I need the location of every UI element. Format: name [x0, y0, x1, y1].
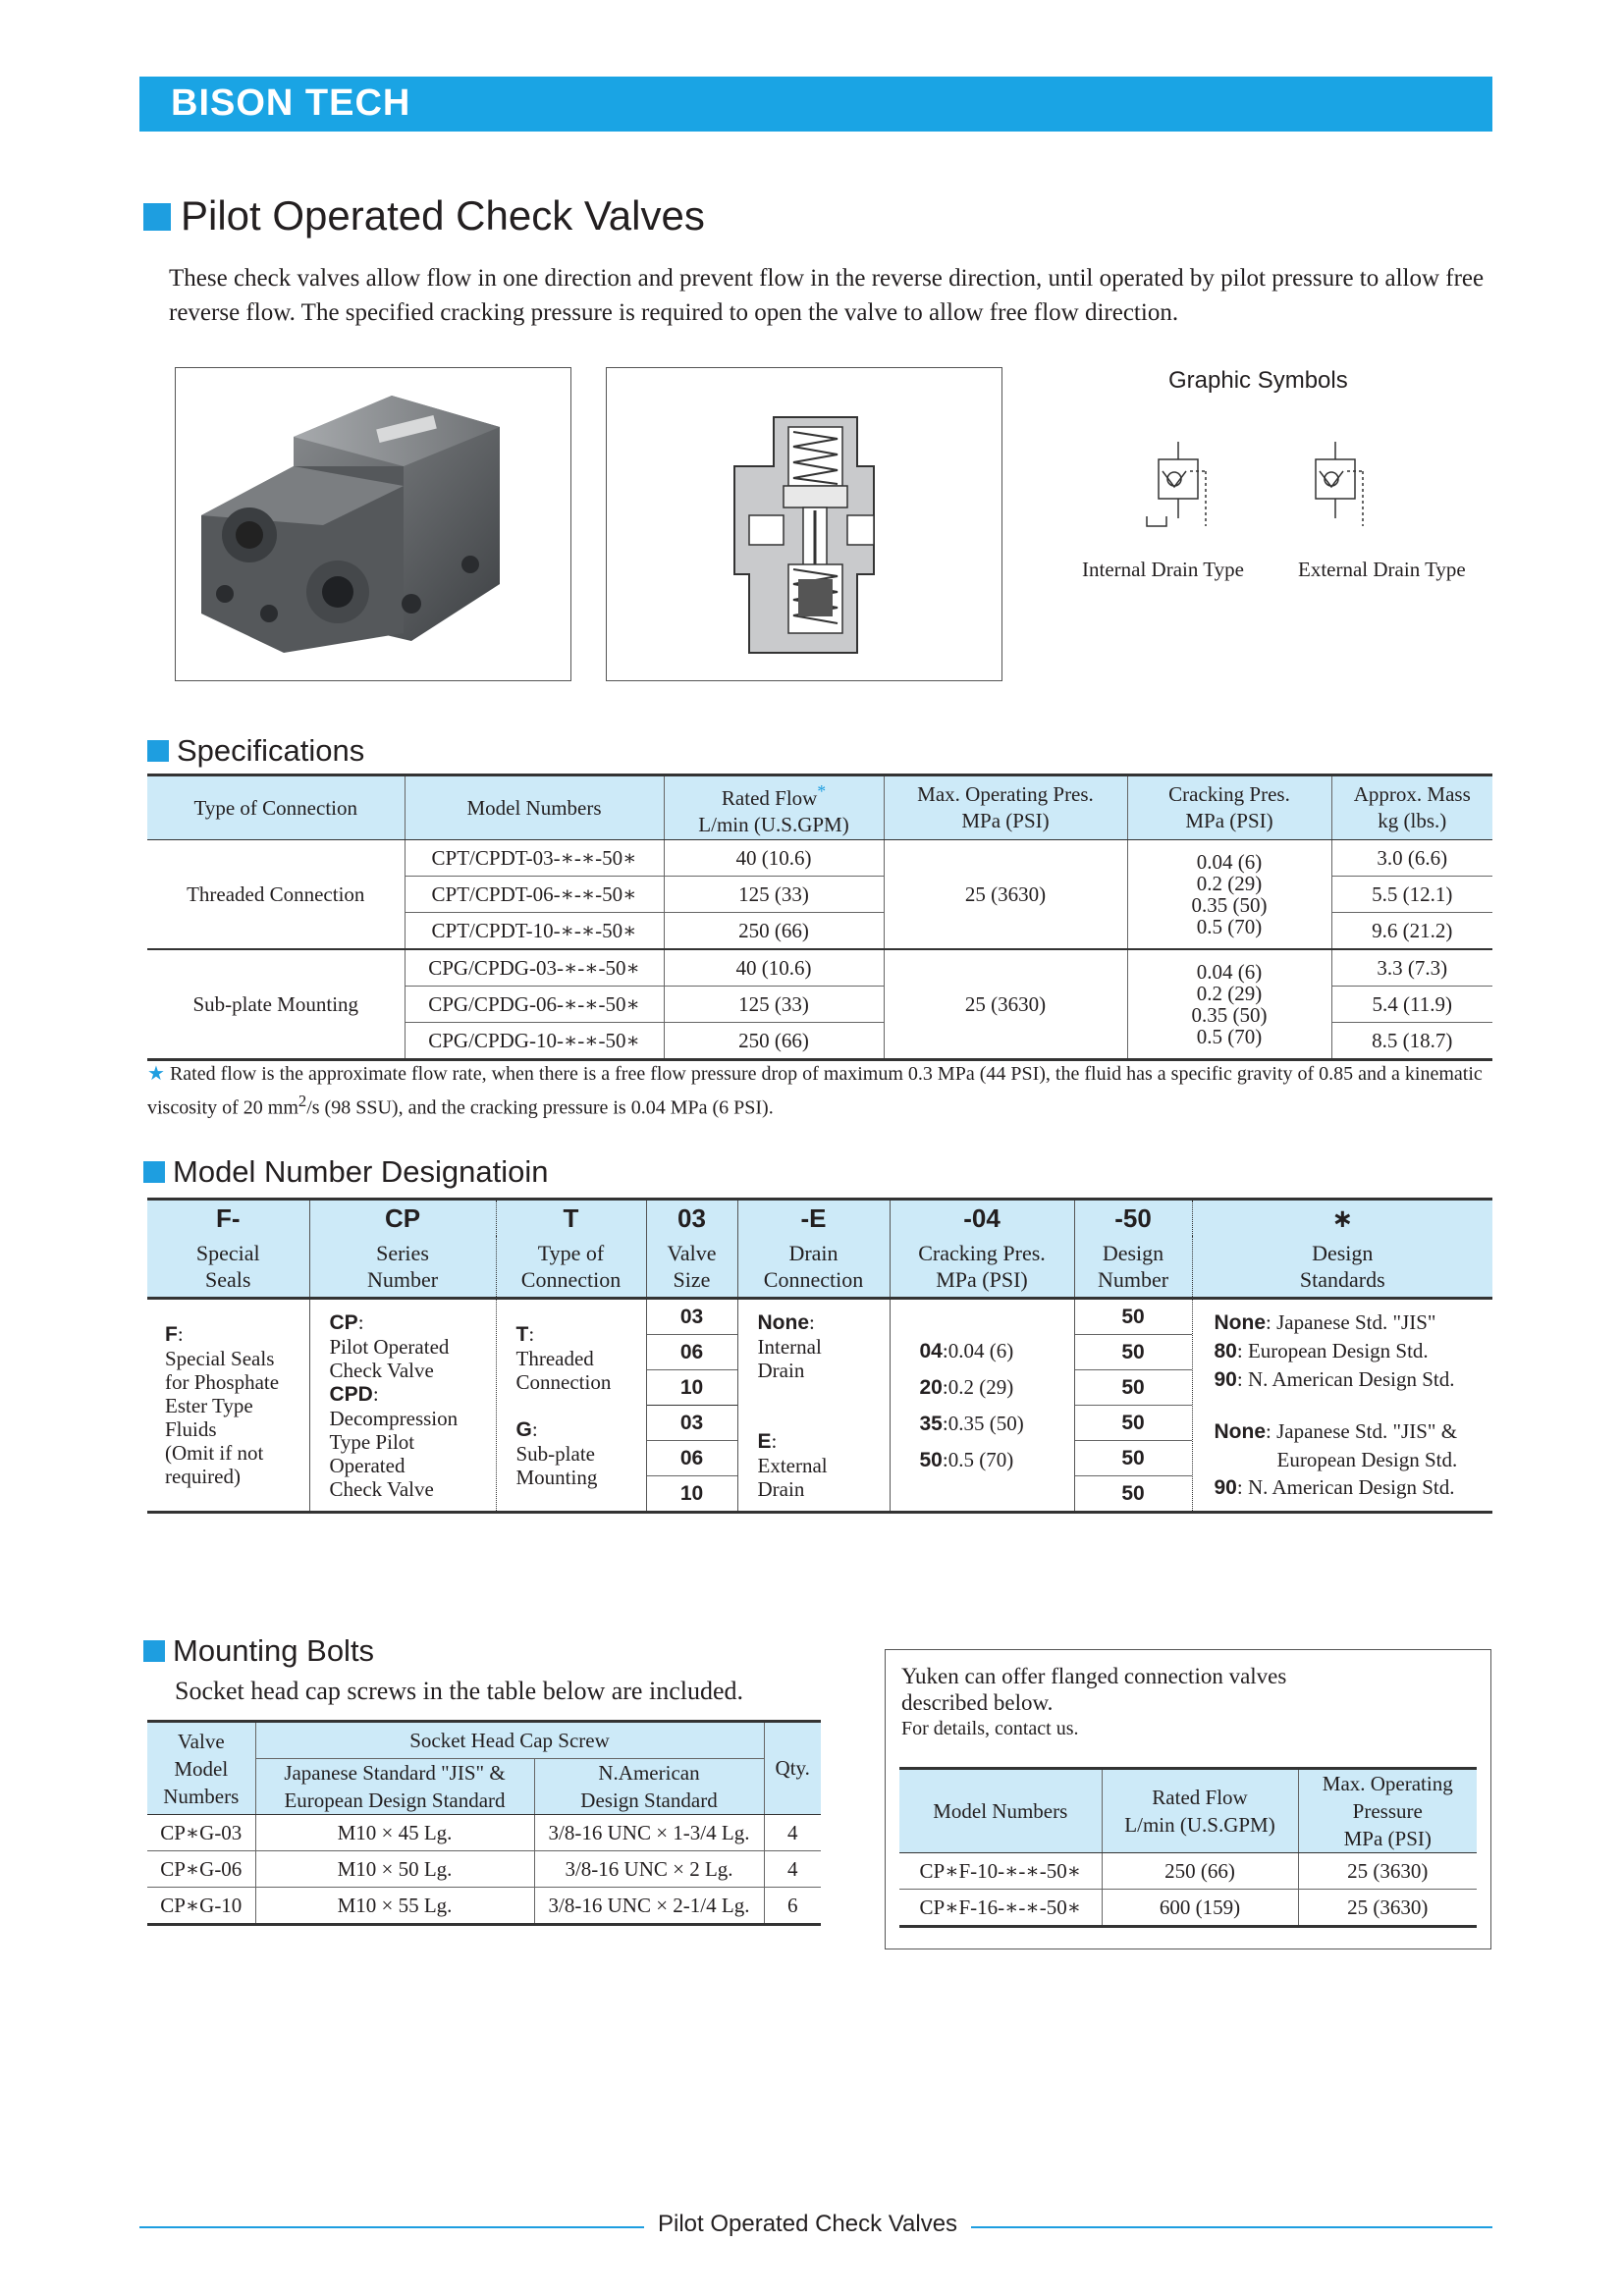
- na-cell: 3/8-16 UNC × 2 Lg.: [534, 1851, 764, 1888]
- page-title: Pilot Operated Check Valves: [143, 192, 705, 240]
- mass-cell: 3.0 (6.6): [1331, 840, 1492, 877]
- model-cell: CP∗G-10: [147, 1888, 255, 1925]
- qty-cell: 4: [764, 1815, 821, 1851]
- standards-options: None: Japanese Std. "JIS" 80: European Design Std. 90: N. American Design Std. None: Japanese Std. "JIS" & European Design Std. 90: N. American Design Std.: [1192, 1299, 1492, 1513]
- mass-cell: 9.6 (21.2): [1331, 913, 1492, 950]
- max-pres-cell: 25 (3630): [884, 840, 1127, 950]
- hdr-flow: Rated Flow L/min (U.S.GPM): [1102, 1769, 1298, 1853]
- footer-title: Pilot Operated Check Valves: [644, 2211, 971, 2238]
- name-cell: Valve Size: [646, 1236, 737, 1299]
- designation-name-row: [147, 1236, 1492, 1299]
- flow-cell: 40 (10.6): [664, 840, 884, 877]
- spec-header-row: [147, 775, 1492, 840]
- mass-cell: 3.3 (7.3): [1331, 949, 1492, 987]
- graphic-symbols: [1139, 432, 1394, 550]
- star-icon: ★: [147, 1063, 165, 1085]
- connection-options: T: Threaded Connection G: Sub-plate Mounting: [496, 1299, 646, 1513]
- hdr-flow: Rated Flow* L/min (U.S.GPM): [664, 775, 884, 840]
- internal-drain-label: Internal Drain Type: [1082, 558, 1244, 581]
- model-cell: CPG/CPDG-10-∗-∗-50∗: [405, 1023, 664, 1060]
- flow-cell: 250 (66): [1102, 1853, 1298, 1890]
- cracking-cell: 0.04 (6) 0.2 (29) 0.35 (50) 0.5 (70): [1127, 949, 1331, 1060]
- model-cell: CPT/CPDT-06-∗-∗-50∗: [405, 877, 664, 913]
- table-row: [147, 1888, 821, 1925]
- hdr-mass: Approx. Mass kg (lbs.): [1331, 775, 1492, 840]
- cracking-options: 04:0.04 (6) 20:0.2 (29) 35:0.35 (50) 50:0.5 (70): [890, 1299, 1074, 1513]
- hdr-jis: Japanese Standard "JIS" & European Design Standard: [255, 1759, 534, 1815]
- designation-code-row: [147, 1200, 1492, 1237]
- section-bullet-icon: [147, 740, 169, 762]
- intro-paragraph: These check valves allow flow in one direction and prevent flow in the reverse direction, until operated by pilot pressure to allow free reverse flow. The specified cracking pressure is required to open the valve to allow free flow direction.: [169, 265, 1485, 326]
- bolts-header-row: [147, 1722, 821, 1759]
- specifications-heading: Specifications: [147, 733, 364, 769]
- table-row: [147, 1851, 821, 1888]
- model-designation-heading: Model Number Designatioin: [143, 1154, 549, 1190]
- hdr-max-pres: Max. Operating Pres. MPa (PSI): [884, 775, 1127, 840]
- table-row: [147, 1815, 821, 1851]
- flow-cell: 250 (66): [664, 1023, 884, 1060]
- graphic-symbols-title: Graphic Symbols: [1168, 367, 1348, 394]
- flow-cell: 40 (10.6): [664, 949, 884, 987]
- type-cell: Threaded Connection: [147, 840, 405, 950]
- internal-drain-symbol: [1147, 442, 1206, 526]
- qty-cell: 4: [764, 1851, 821, 1888]
- hdr-na: N.American Design Standard: [534, 1759, 764, 1815]
- hdr-type: Type of Connection: [147, 775, 405, 840]
- section-bullet-icon: [143, 1640, 165, 1662]
- designation-body-row: [147, 1299, 1492, 1513]
- hdr-cracking: Cracking Pres. MPa (PSI): [1127, 775, 1331, 840]
- external-drain-label: External Drain Type: [1298, 558, 1466, 581]
- code-cell: -50: [1074, 1200, 1192, 1237]
- series-options: CP: Pilot Operated Check Valve CPD: Decompression Type Pilot Operated Check Valve: [309, 1299, 496, 1513]
- product-photo: [175, 367, 571, 681]
- max-pres-cell: 25 (3630): [884, 949, 1127, 1060]
- flow-cell: 250 (66): [664, 913, 884, 950]
- name-cell: Design Number: [1074, 1236, 1192, 1299]
- specifications-table: [147, 774, 1492, 1061]
- code-cell: CP: [309, 1200, 496, 1237]
- jis-cell: M10 × 45 Lg.: [255, 1815, 534, 1851]
- model-cell: CPG/CPDG-06-∗-∗-50∗: [405, 987, 664, 1023]
- name-cell: Design Standards: [1192, 1236, 1492, 1299]
- cross-section-drawing: [606, 367, 1002, 681]
- flanged-header-row: [899, 1769, 1477, 1853]
- mass-cell: 8.5 (18.7): [1331, 1023, 1492, 1060]
- title-bullet-icon: [143, 203, 171, 231]
- pres-cell: 25 (3630): [1298, 1853, 1477, 1890]
- code-cell: -E: [737, 1200, 890, 1237]
- code-cell: -04: [890, 1200, 1074, 1237]
- code-cell: 03: [646, 1200, 737, 1237]
- na-cell: 3/8-16 UNC × 1-3/4 Lg.: [534, 1815, 764, 1851]
- model-cell: CP∗G-06: [147, 1851, 255, 1888]
- model-cell: CPT/CPDT-10-∗-∗-50∗: [405, 913, 664, 950]
- mounting-bolts-subtitle: Socket head cap screws in the table below are included.: [175, 1677, 743, 1705]
- table-row: [899, 1890, 1477, 1927]
- hdr-qty: Qty.: [764, 1722, 821, 1815]
- mass-cell: 5.5 (12.1): [1331, 877, 1492, 913]
- table-row: [147, 840, 1492, 877]
- code-cell: F-: [147, 1200, 309, 1237]
- mounting-bolts-table: [147, 1720, 821, 1926]
- code-cell: T: [496, 1200, 646, 1237]
- jis-cell: M10 × 55 Lg.: [255, 1888, 534, 1925]
- drain-options: None: Internal Drain E: External Drain: [737, 1299, 890, 1513]
- code-cell: ∗: [1192, 1200, 1492, 1237]
- model-cell: CPT/CPDT-03-∗-∗-50∗: [405, 840, 664, 877]
- flow-cell: 125 (33): [664, 987, 884, 1023]
- flanged-intro: Yuken can offer flanged connection valves described below.: [901, 1664, 1287, 1715]
- model-cell: CP∗F-10-∗-∗-50∗: [899, 1853, 1102, 1890]
- external-drain-symbol: [1316, 442, 1363, 526]
- design-number-options: 50 50 50 50 50 50: [1074, 1299, 1192, 1513]
- name-cell: Series Number: [309, 1236, 496, 1299]
- name-cell: Type of Connection: [496, 1236, 646, 1299]
- hdr-model: Model Numbers: [405, 775, 664, 840]
- model-cell: CP∗G-03: [147, 1815, 255, 1851]
- model-cell: CP∗F-16-∗-∗-50∗: [899, 1890, 1102, 1927]
- model-designation-table: [147, 1198, 1492, 1514]
- qty-cell: 6: [764, 1888, 821, 1925]
- jis-cell: M10 × 50 Lg.: [255, 1851, 534, 1888]
- spec-footnote: ★ Rated flow is the approximate flow rate, when there is a free flow pressure drop of maximum 0.3 MPa (44 PSI), the fluid has a specific gravity of 0.85 and a kinematic viscosity of 20 $mm^2/s$ (98 SSU), and the cracking pressure is 0.04 MPa (6 PSI).: [147, 1063, 1483, 1119]
- hdr-model: Model Numbers: [899, 1769, 1102, 1853]
- flanged-contact: For details, contact us.: [901, 1718, 1079, 1739]
- table-row: [899, 1853, 1477, 1890]
- seals-options: F: Special Seals for Phosphate Ester Type Fluids (Omit if not required): [147, 1299, 309, 1513]
- brand-name: BISON TECH: [171, 82, 411, 124]
- hdr-pres: Max. Operating Pressure MPa (PSI): [1298, 1769, 1477, 1853]
- pres-cell: 25 (3630): [1298, 1890, 1477, 1927]
- table-row: [147, 949, 1492, 987]
- name-cell: Drain Connection: [737, 1236, 890, 1299]
- hdr-screw: Socket Head Cap Screw: [255, 1722, 764, 1759]
- cracking-cell: 0.04 (6) 0.2 (29) 0.35 (50) 0.5 (70): [1127, 840, 1331, 950]
- name-cell: Cracking Pres. MPa (PSI): [890, 1236, 1074, 1299]
- flow-cell: 125 (33): [664, 877, 884, 913]
- model-cell: CPG/CPDG-03-∗-∗-50∗: [405, 949, 664, 987]
- flow-cell: 600 (159): [1102, 1890, 1298, 1927]
- na-cell: 3/8-16 UNC × 2-1/4 Lg.: [534, 1888, 764, 1925]
- hdr-valve: Valve Model Numbers: [147, 1722, 255, 1815]
- name-cell: Special Seals: [147, 1236, 309, 1299]
- mass-cell: 5.4 (11.9): [1331, 987, 1492, 1023]
- flanged-table: [899, 1767, 1477, 1928]
- mounting-bolts-heading: Mounting Bolts: [143, 1633, 374, 1669]
- section-bullet-icon: [143, 1161, 165, 1183]
- size-options: 03 06 10 03 06 10: [646, 1299, 737, 1513]
- type-cell: Sub-plate Mounting: [147, 949, 405, 1060]
